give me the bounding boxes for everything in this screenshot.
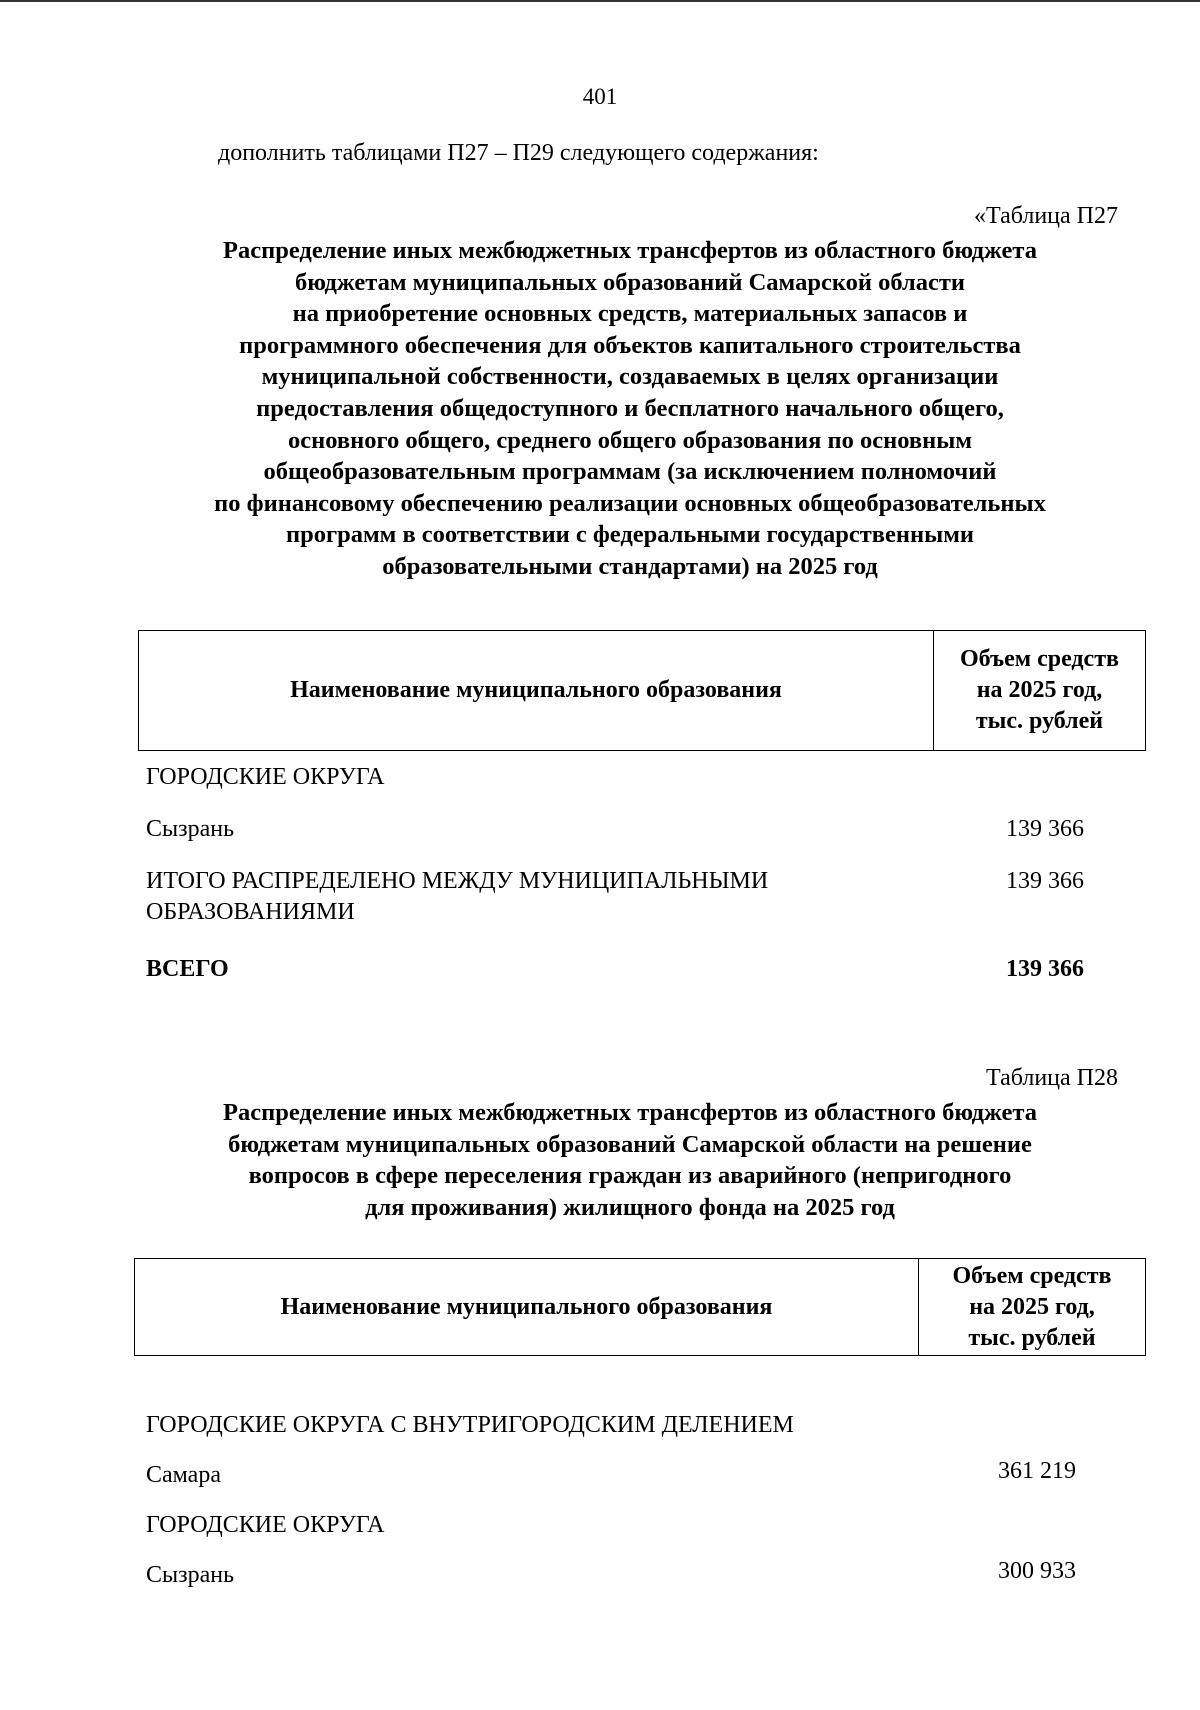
table28-title-line: Распределение иных межбюджетных трансфертов из областного бюджета [223, 1099, 1037, 1126]
header-line: на 2025 год, [969, 1293, 1095, 1320]
table28-title-line: для проживания) жилищного фонда на 2025 год [365, 1193, 895, 1221]
page-border [0, 0, 1200, 2]
table28-header [134, 1258, 1146, 1356]
table27-title-line: предоставления общедоступного и бесплатного начального общего, [256, 394, 1004, 422]
table27-title-line: по финансовому обеспечению реализации основных общеобразовательных [214, 489, 1046, 517]
table27-header [138, 630, 1146, 751]
header-line: Объем средств [952, 1262, 1112, 1289]
table28-title-line: вопросов в сфере переселения граждан из аварийного (непригодного [248, 1162, 1012, 1190]
header-line: тыс. рублей [968, 1324, 1096, 1351]
table27-row-grand-total: ВСЕГО [146, 956, 229, 982]
table27-row-group: ГОРОДСКИЕ ОКРУГА [146, 764, 385, 790]
table27-row-value: 139 366 [1006, 868, 1084, 894]
header-line: Объем средств [960, 646, 1119, 672]
table27-title-line: образовательными стандартами) на 2025 год [382, 552, 878, 580]
page-number: 401 [582, 84, 618, 109]
table28-row-group: ГОРОДСКИЕ ОКРУГА [146, 1512, 385, 1538]
table27-title-line: бюджетам муниципальных образований Самарской области [294, 268, 966, 296]
table28-row-value: 300 933 [998, 1558, 1076, 1584]
table27-header-name: Наименование муниципального образования [139, 631, 934, 750]
table27-title-line: муниципальной собственности, создаваемых в целях организации [261, 363, 999, 391]
table28-title [80, 1097, 1180, 1223]
table27-row-value: 139 366 [1006, 816, 1084, 842]
table27-label: «Таблица П27 [974, 203, 1118, 229]
table27-row-total-distributed [146, 866, 768, 928]
table28-label: Таблица П28 [986, 1065, 1118, 1091]
table28-header-volume [919, 1259, 1145, 1355]
table27-title-line: на приобретение основных средств, материальных запасов и [292, 300, 968, 328]
header-line: на 2025 год, [976, 677, 1103, 703]
table27-row-name: Сызрань [146, 816, 235, 842]
table28-row-value: 361 219 [998, 1458, 1076, 1484]
header-line: тыс. рублей [975, 708, 1104, 734]
table27-title-line: программ в соответствии с федеральными государственными [285, 521, 975, 549]
intro-text: дополнить таблицами П27 – П29 следующего содержания: [218, 140, 819, 166]
table27-title-line: основного общего, среднего общего образования по основным [287, 426, 973, 454]
table27-title-line: общеобразовательным программам (за исключением полномочий [263, 458, 997, 486]
table27-title-line: программного обеспечения для объектов капитального строительства [239, 331, 1021, 359]
table27-title [80, 235, 1180, 583]
table28-row-group: ГОРОДСКИЕ ОКРУГА С ВНУТРИГОРОДСКИМ ДЕЛЕНИЕМ [146, 1412, 794, 1438]
table28-row-name: Сызрань [146, 1562, 235, 1588]
table28-title-line: бюджетам муниципальных образований Самарской области на решение [228, 1130, 1032, 1158]
table27-title-line: Распределение иных межбюджетных трансфертов из областного бюджета [223, 237, 1037, 264]
row-line: ОБРАЗОВАНИЯМИ [146, 899, 355, 925]
table28-row-name: Самара [146, 1462, 221, 1488]
table27-header-volume [934, 631, 1145, 750]
table27-grand-total-value: 139 366 [1006, 956, 1084, 982]
table28-header-name: Наименование муниципального образования [135, 1259, 919, 1355]
row-line: ИТОГО РАСПРЕДЕЛЕНО МЕЖДУ МУНИЦИПАЛЬНЫМИ [146, 868, 769, 894]
